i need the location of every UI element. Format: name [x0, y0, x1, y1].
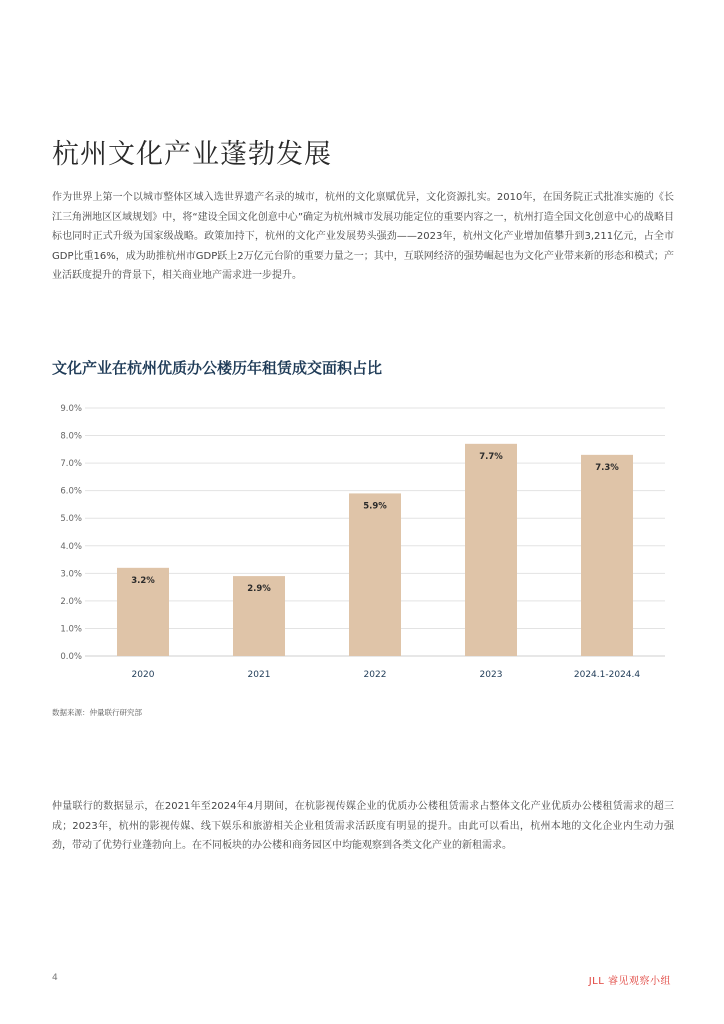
x-tick-label: 2023: [479, 670, 503, 680]
bar: [581, 455, 633, 656]
y-tick-label: 4.0%: [60, 541, 82, 552]
data-source-note: 数据来源：仲量联行研究部: [52, 708, 142, 717]
y-tick-label: 1.0%: [60, 624, 82, 635]
y-tick-label: 2.0%: [60, 596, 82, 607]
bar-chart: [40, 395, 670, 695]
y-tick-label: 5.0%: [60, 514, 82, 525]
x-tick-label: 2020: [131, 670, 155, 680]
y-tick-label: 7.0%: [60, 459, 82, 470]
data-label: 5.9%: [363, 501, 387, 512]
y-tick-label: 3.0%: [60, 569, 82, 580]
y-tick-label: 6.0%: [60, 486, 82, 497]
intro-paragraph: 作为世界上第一个以城市整体区域入选世界遗产名录的城市，杭州的文化禀赋优异，文化资源扎实。2010年，在国务院正式批准实施的《长江三角洲地区区域规划》中，将“建设全国文化创意中心”确定为杭州城市发展功能定位的重要内容之一，杭州打造全国文化创意中心的战略目标也同时正式升级为国家级战略。政策加持下，杭州的文化产业发展势头强劲——2023年，杭州文化产业增加值攀升到3,211亿元，占全市GDP比重16%，成为助推杭州市GDP跃上2万亿元台阶的重要力量之一；其中，互联网经济的强势崛起也为文化产业带来新的形态和模式；产业活跃度提升的背景下，相关商业地产需求进一步提升。: [52, 192, 674, 281]
x-tick-label: 2024.1-2024.4: [573, 670, 641, 680]
y-tick-label: 0.0%: [60, 652, 82, 662]
y-tick-label: 9.0%: [60, 404, 82, 414]
x-tick-label: 2022: [363, 670, 387, 680]
data-label: 7.7%: [479, 451, 503, 462]
bar: [465, 444, 517, 656]
x-tick-label: 2021: [247, 670, 271, 680]
y-tick-label: 8.0%: [60, 431, 82, 442]
bar: [349, 493, 401, 656]
page-number: 4: [52, 973, 58, 983]
data-label: 7.3%: [595, 462, 619, 473]
chart-title: 文化产业在杭州优质办公楼历年租赁成交面积占比: [52, 359, 383, 377]
conclusion-paragraph: 仲量联行的数据显示，在2021年至2024年4月期间，在杭影视传媒企业的优质办公楼租赁需求占整体文化产业优质办公楼租赁需求的超三成；2023年，杭州的影视传媒、线下娱乐和旅游相关企业租赁需求活跃度有明显的提升。由此可以看出，杭州本地的文化企业内生动力强劲，带动了优势行业蓬勃向上。在不同板块的办公楼和商务园区中均能观察到各类文化产业的新租需求。: [52, 801, 674, 851]
page-title: 杭州文化产业蓬勃发展: [52, 139, 332, 170]
data-label: 3.2%: [131, 575, 155, 586]
footer-brand: JLL 睿见观察小组: [588, 976, 671, 987]
data-label: 2.9%: [247, 584, 271, 595]
